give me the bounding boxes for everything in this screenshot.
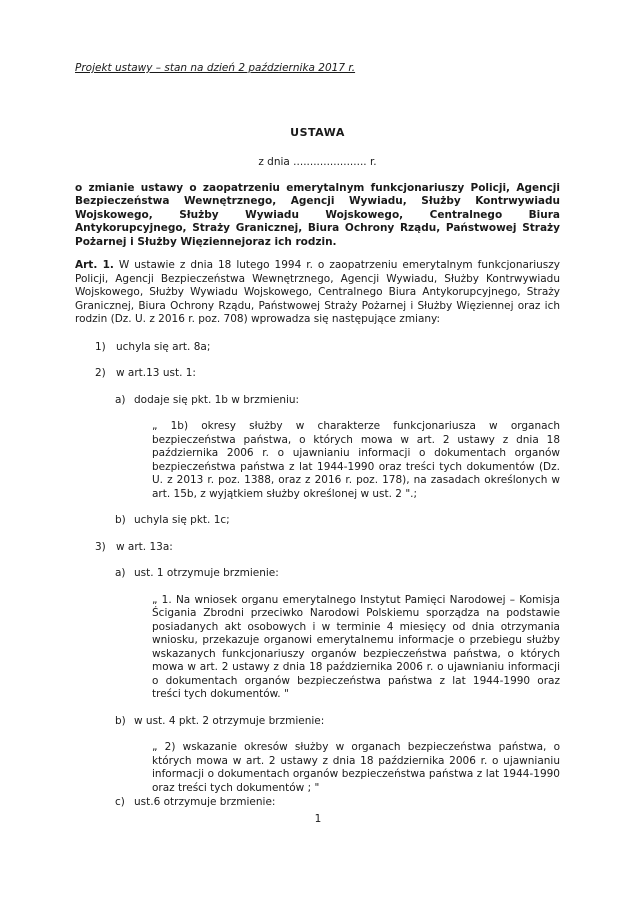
list-item-3-text: w art. 13a: (116, 540, 173, 553)
list-item-3b-text: w ust. 4 pkt. 2 otrzymuje brzmienie: (134, 714, 325, 727)
list-item-2b-marker: b) (115, 514, 126, 526)
page-number: 1 (314, 812, 322, 825)
article-1-paragraph (75, 259, 560, 327)
list-item-3 (75, 541, 560, 555)
draft-status-header: Projekt ustawy – stan na dzień 2 października 2017 r. (75, 62, 356, 74)
list-item-3a-text: ust. 1 otrzymuje brzmienie: (134, 567, 279, 579)
quoted-provision-ust1: „ 1. Na wniosek organu emerytalnego Instytut Pamięci Narodowej – Komisja Ścigania Zbrodni przeciwko Narodowi Polskiemu sporządza na podstawie posiadanych akt osobowych i w terminie 4 miesięcy od dnia otrzymania wniosku, przekazuje organowi emerytalnemu informacje o przebiegu służby wskazanych funkcjonariuszy organów bezpieczeństwa państwa, o których mowa w art. 2 ustawy z dnia 18 października 2006 r. o ujawnianiu informacji o dokumentach organów bezpieczeństwa państwa z lat 1944-1990 oraz treści tych dokumentów. " (152, 593, 560, 700)
quoted-provision-1b: „ 1b) okresy służby w charakterze funkcjonariusza w organach bezpieczeństwa państwa, o których mowa w art. 2 ustawy z dnia 18 października 2006 r. o ujawnianiu informacji o dokumentach organów bezpieczeństwa państwa z lat 1944-1990 oraz treści tych dokumentów (Dz. U. z 2013 r. poz. 1388, oraz z 2016 r. poz. 178), na zasadach określonych w art. 15b, z wyjątkiem służby określonej w ust. 2 ".; (152, 420, 560, 500)
list-item-2b-text: uchyla się pkt. 1c; (134, 514, 230, 526)
list-item-2a-marker: a) (115, 393, 126, 406)
list-item-2-text: w art.13 ust. 1: (116, 367, 196, 379)
law-subject-paragraph: o zmianie ustawy o zaopatrzeniu emerytalnym funkcjonariuszy Policji, Agencji Bezpieczeństwa Wewnętrznego, Agencji Wywiadu, Służby Kontrwywiadu Wojskowego, Służby Wywiadu Wojskowego, Centralnego Biura Antykorupcyjnego, Straży Granicznej, Biura Ochrony Rządu, Państwowej Straży Pożarnej i Służby Więziennejoraz ich rodzin. (75, 181, 560, 248)
list-item-3b-marker: b) (115, 714, 126, 727)
list-item-3b (75, 715, 560, 729)
list-item-3a (75, 567, 560, 581)
list-item-2-marker: 2) (95, 367, 106, 379)
list-item-3c (75, 796, 560, 810)
article-1-label: Art. 1. (75, 259, 114, 271)
date-placeholder-line: z dnia ...................... r. (258, 156, 377, 168)
list-item-1-marker: 1) (95, 340, 106, 353)
list-item-3c-text: ust.6 otrzymuje brzmienie: (134, 796, 276, 808)
list-item-2 (75, 367, 560, 381)
list-item-2a-text: dodaje się pkt. 1b w brzmieniu: (134, 393, 300, 406)
list-item-1 (75, 341, 560, 355)
list-item-2a (75, 394, 560, 408)
article-1-text: W ustawie z dnia 18 lutego 1994 r. o zaopatrzeniu emerytalnym funkcjonariuszy Policji, Agencji Bezpieczeństwa Wewnętrznego, Agencji Wywiadu, Służby Kontrwywiadu Wojskowego, Służby Wywiadu Wojskowego, Centralnego Biura Antykorupcyjnego, Straży Granicznej, Biura Ochrony Rządu, Państwowej Straży Pożarnej i Służby Więziennej oraz ich rodzin (Dz. U. z 2016 r. poz. 708) wprowadza się następujące zmiany: (75, 259, 561, 325)
quoted-provision-pkt2: „ 2) wskazanie okresów służby w organach bezpieczeństwa państwa, o których mowa w art. 2 ustawy z dnia 18 października 2006 r. o ujawnianiu informacji o dokumentach organów bezpieczeństwa państwa z lat 1944-1990 oraz treści tych dokumentów ; " (152, 741, 560, 794)
list-item-3-marker: 3) (95, 540, 106, 553)
list-item-3a-marker: a) (115, 567, 126, 579)
law-title: USTAWA (290, 125, 345, 139)
list-item-2b (75, 514, 560, 528)
list-item-1-text: uchyla się art. 8a; (116, 340, 211, 353)
list-item-3c-marker: c) (115, 796, 125, 808)
